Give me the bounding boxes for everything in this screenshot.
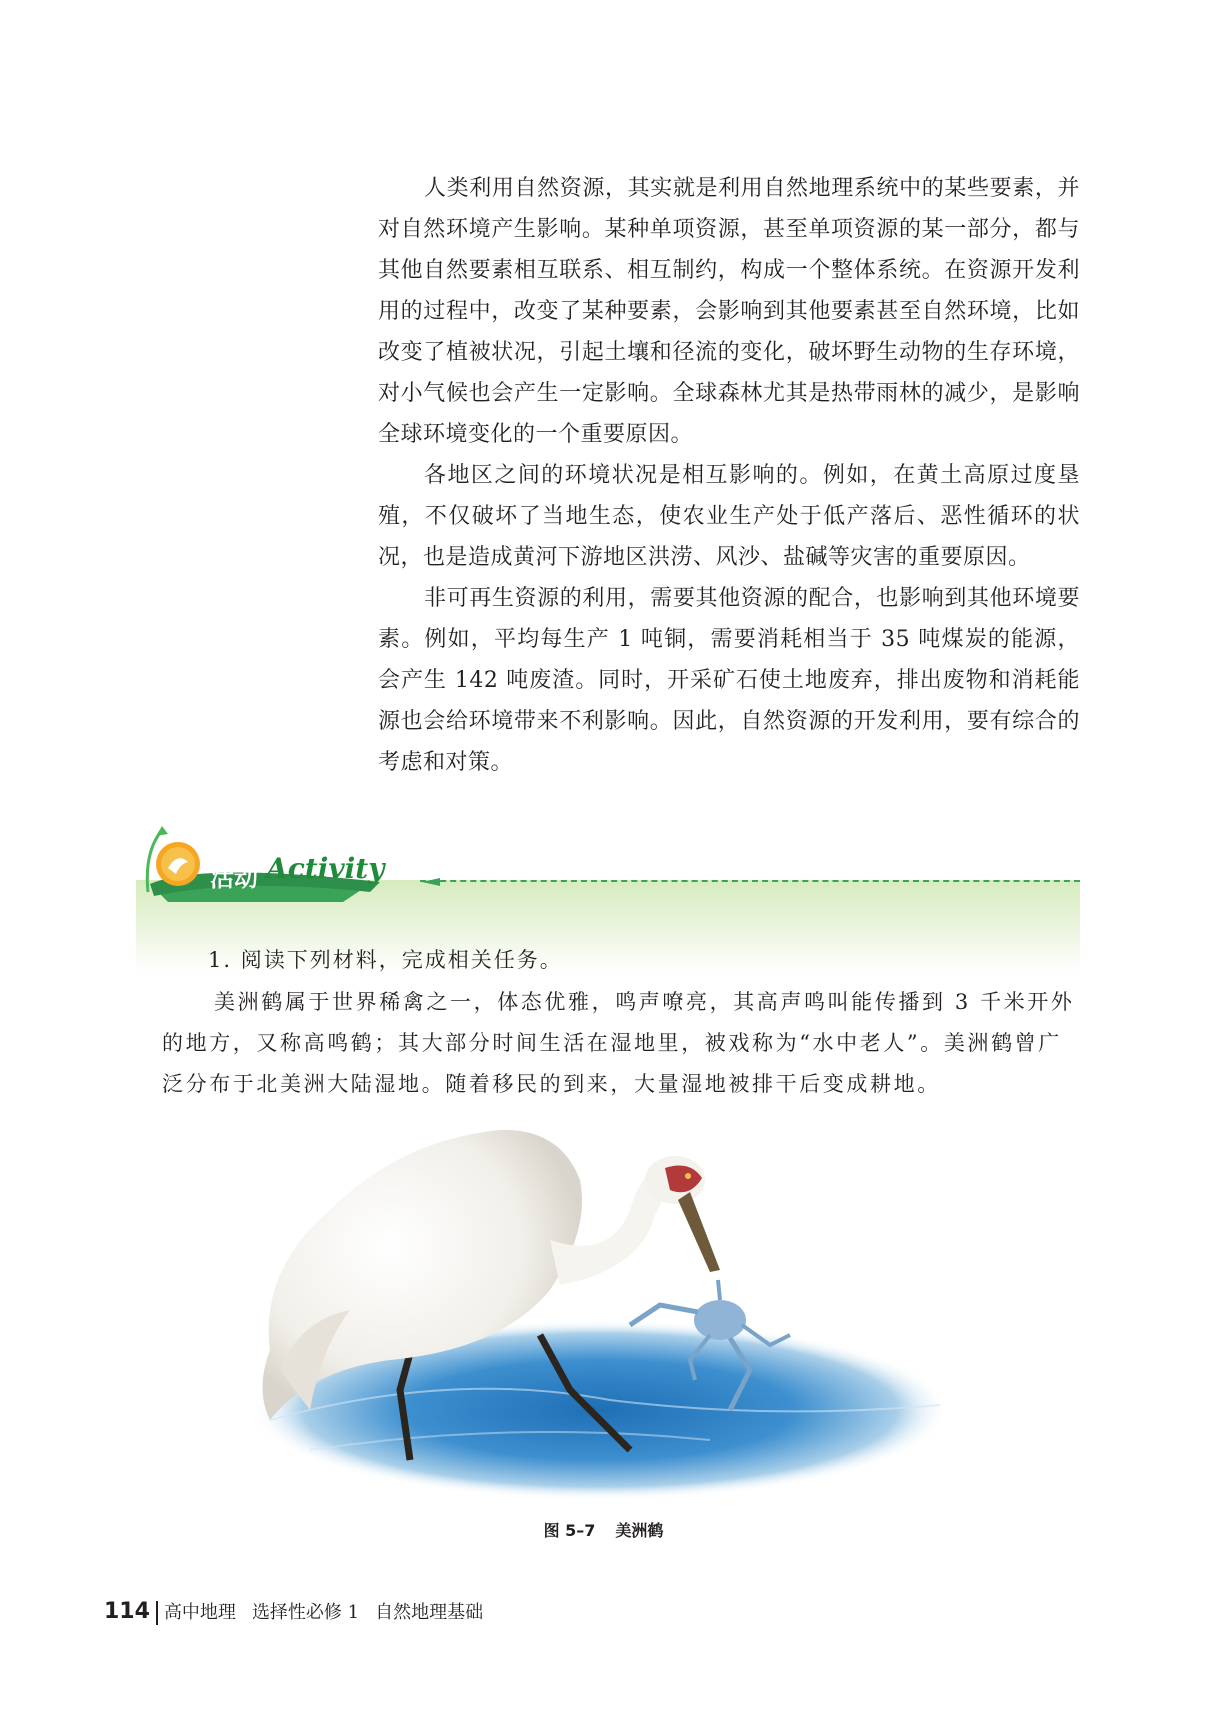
page-footer bbox=[104, 1598, 499, 1625]
figure-title: 美洲鹤 bbox=[615, 1521, 664, 1540]
footer-subtitle: 自然地理基础 bbox=[375, 1602, 484, 1623]
page-number: 114 bbox=[104, 1599, 150, 1624]
activity-title-en: Activity bbox=[266, 852, 385, 885]
activity-title: 活动 bbox=[210, 864, 258, 892]
footer-divider bbox=[156, 1601, 158, 1625]
figure-number: 图 5–7 bbox=[543, 1521, 596, 1540]
paragraph-2: 各地区之间的环境状况是相互影响的。例如，在黄土高原过度垦殖，不仅破坏了当地生态，使农业生产处于低产落后、恶性循环的状况，也是造成黄河下游地区洪涝、风沙、盐碱等灾害的重要原因。 bbox=[378, 463, 1080, 570]
paragraph-3: 非可再生资源的利用，需要其他资源的配合，也影响到其他环境要素。例如，平均每生产 1 吨铜，需要消耗相当于 35 吨煤炭的能源，会产生 142 吨废渣。同时，开采矿石使土地废弃，排出废物和消耗能源也会给环境带来不利影响。因此，自然资源的开发利用，要有综合的考虑和对策。 bbox=[378, 586, 1080, 775]
footer-book: 高中地理 bbox=[163, 1602, 236, 1623]
activity-divider bbox=[420, 880, 1080, 882]
figure-caption bbox=[0, 1518, 1207, 1541]
activity-material bbox=[162, 982, 1080, 1105]
activity-task: 1. 阅读下列材料，完成相关任务。 bbox=[208, 948, 563, 972]
material-text: 美洲鹤属于世界稀禽之一，体态优雅，鸣声嘹亮，其高声鸣叫能传播到 3 千米开外的地方，又称高鸣鹤；其大部分时间生活在湿地里，被戏称为“水中老人”。美洲鹤曾广泛分布于北美洲大陆湿地。随着移民的到来，大量湿地被排干后变成耕地。 bbox=[162, 990, 1075, 1096]
arrow-icon bbox=[422, 878, 440, 886]
whooping-crane-image bbox=[250, 1120, 950, 1500]
footer-volume: 选择性必修 1 bbox=[251, 1602, 360, 1623]
body-text bbox=[378, 168, 1080, 783]
paragraph-1: 人类利用自然资源，其实就是利用自然地理系统中的某些要素，并对自然环境产生影响。某种单项资源，甚至单项资源的某一部分，都与其他自然要素相互联系、相互制约，构成一个整体系统。在资源开发利用的过程中，改变了某种要素，会影响到其他要素甚至自然环境，比如改变了植被状况，引起土壤和径流的变化，破坏野生动物的生存环境，对小气候也会产生一定影响。全球森林尤其是热带雨林的减少，是影响全球环境变化的一个重要原因。 bbox=[378, 176, 1080, 447]
